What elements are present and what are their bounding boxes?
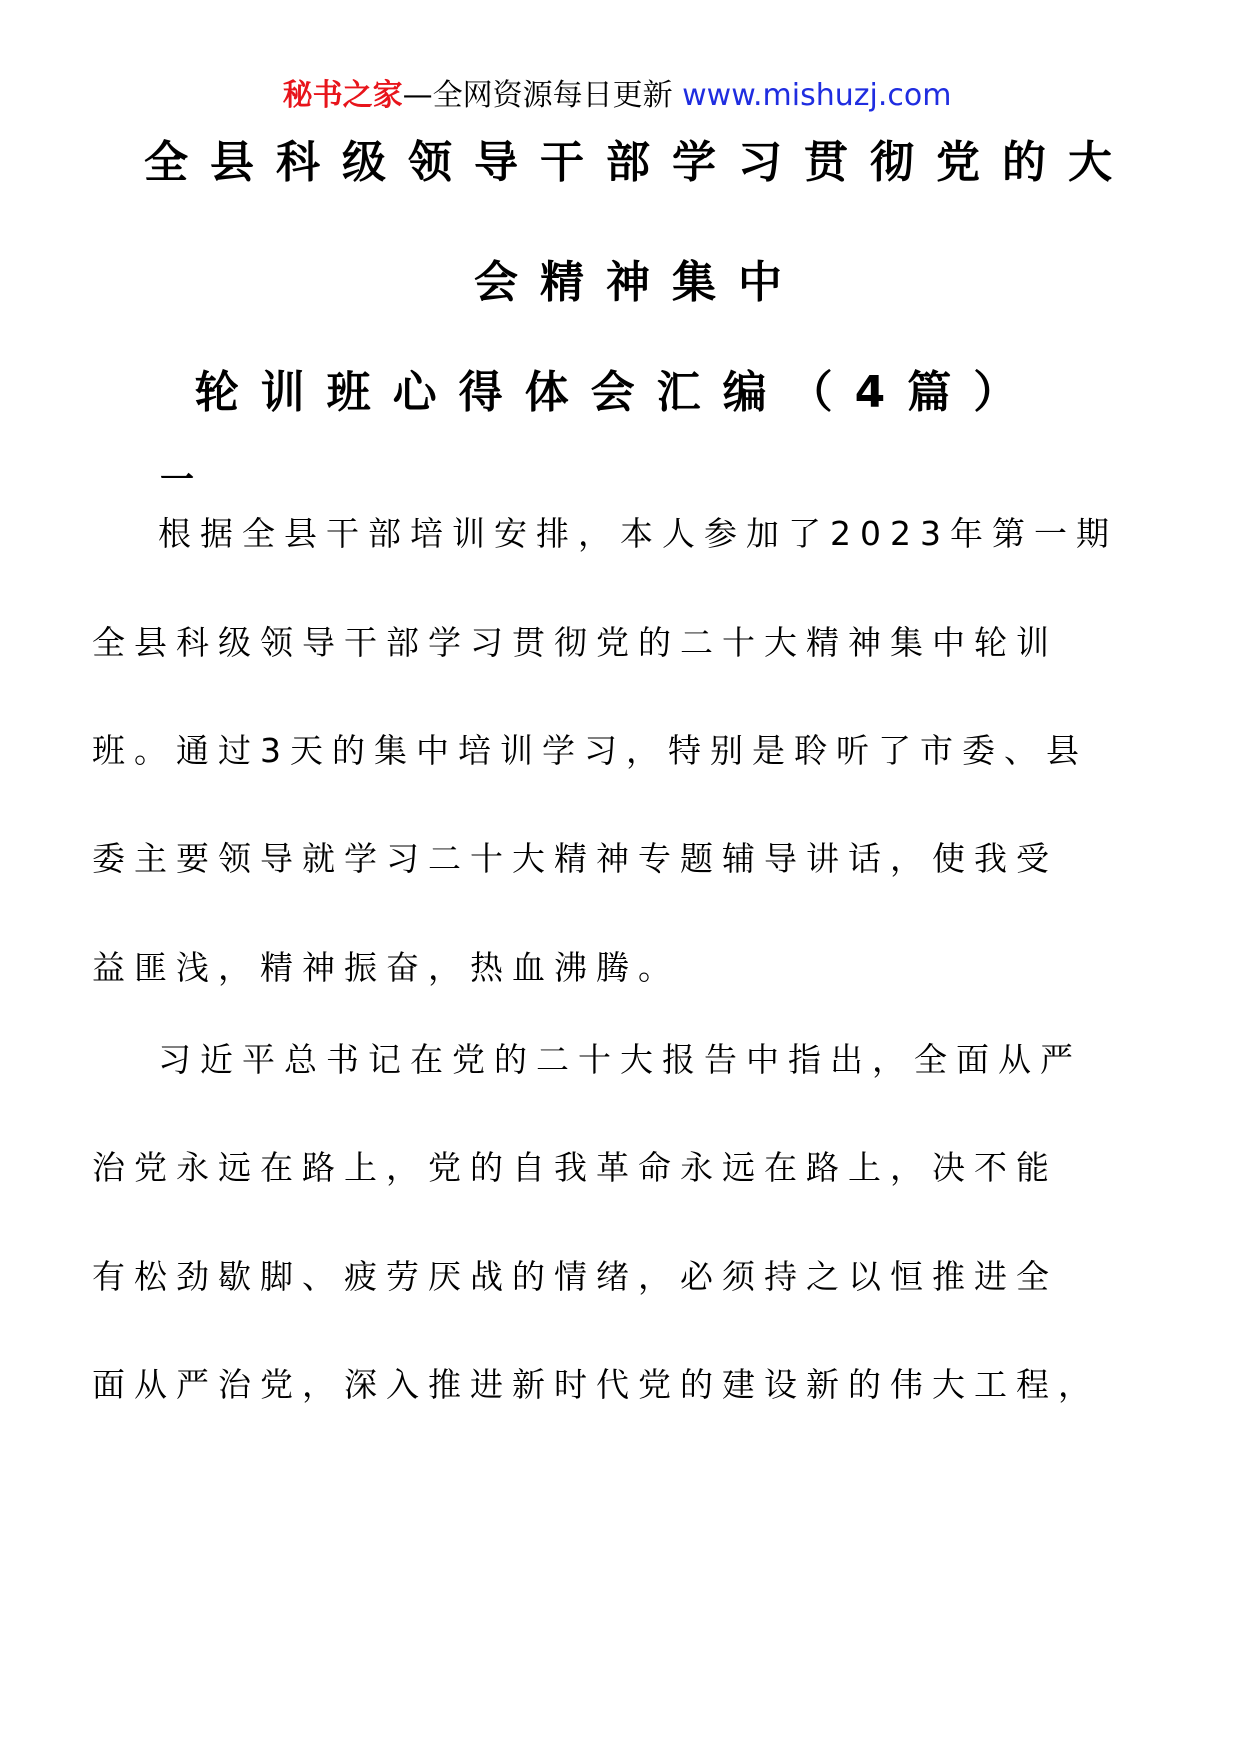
site-url[interactable]: www.mishuzj.com bbox=[682, 78, 952, 113]
site-tagline: —全网资源每日更新 bbox=[402, 78, 683, 113]
site-brand: 秘书之家 bbox=[282, 78, 403, 113]
body-line: 班。通过3天的集中培训学习，特别是聆听了市委、县 bbox=[92, 731, 1088, 770]
document-title-line-1: 全县科级领导干部学习贯彻党的大 bbox=[144, 137, 1134, 188]
body-line: 面从严治党，深入推进新时代党的建设新的伟大工程， bbox=[92, 1365, 1100, 1404]
body-line: 委主要领导就学习二十大精神专题辅导讲话，使我受 bbox=[92, 839, 1058, 878]
body-line: 根据全县干部培训安排，本人参加了2023年第一期 bbox=[158, 514, 1118, 553]
body-line: 有松劲歇脚、疲劳厌战的情绪，必须持之以恒推进全 bbox=[92, 1257, 1058, 1296]
body-line: 益匪浅，精神振奋，热血沸腾。 bbox=[92, 948, 680, 987]
body-line: 全县科级领导干部学习贯彻党的二十大精神集中轮训 bbox=[92, 623, 1058, 662]
section-number: 一 bbox=[160, 460, 194, 500]
body-line: 治党永远在路上，党的自我革命永远在路上，决不能 bbox=[92, 1148, 1058, 1187]
body-line: 习近平总书记在党的二十大报告中指出，全面从严 bbox=[158, 1040, 1082, 1079]
document-title-line-2: 会精神集中 bbox=[474, 257, 804, 308]
site-header bbox=[0, 74, 1234, 118]
document-title-line-3: 轮训班心得体会汇编（4篇） bbox=[194, 367, 1040, 418]
